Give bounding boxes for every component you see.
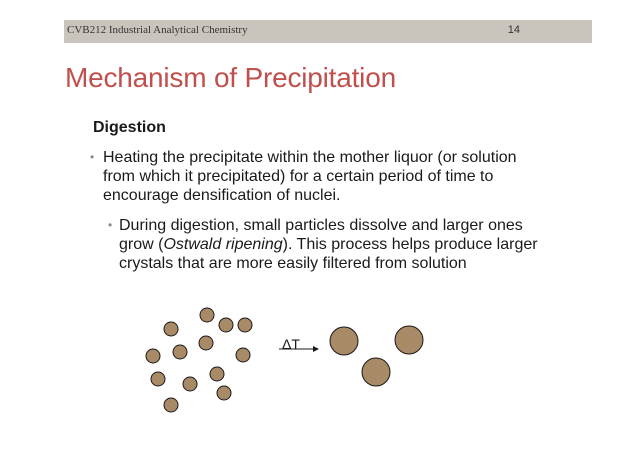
small-particle [146, 349, 160, 363]
small-particle [151, 372, 165, 386]
bullet-2-emphasis: Ostwald ripening [163, 236, 283, 253]
small-particle [200, 308, 214, 322]
slide-title: Mechanism of Precipitation [65, 62, 396, 93]
small-particle [210, 367, 224, 381]
small-particle [164, 398, 178, 412]
large-particles [330, 326, 423, 386]
small-particle [173, 345, 187, 359]
arrow-label: ΔT [282, 336, 300, 352]
bullet-dot-icon: • [108, 218, 113, 232]
subheading: Digestion [93, 119, 166, 136]
small-particle [238, 318, 252, 332]
small-particle [219, 318, 233, 332]
arrow-head-icon [313, 346, 319, 352]
large-particle [395, 326, 423, 354]
large-particle [362, 358, 390, 386]
small-particle [236, 348, 250, 362]
page-number: 14 [507, 24, 520, 36]
bullet-2-text-pre: During digestion, small particles dissolve and larger ones grow ( [119, 217, 523, 253]
small-particle [217, 386, 231, 400]
small-particles [146, 308, 252, 412]
course-title: CVB212 Industrial Analytical Chemistry [67, 24, 248, 36]
bullet-2-text-post: ). This process helps produce larger crystals that are more easily filtered from solution [119, 236, 538, 272]
bullet-1-text: Heating the precipitate within the mother liquor (or solution from which it precipitated) for a certain period of time to encourage densification of nuclei. [103, 149, 517, 204]
large-particle [330, 327, 358, 355]
small-particle [199, 336, 213, 350]
small-particle [183, 377, 197, 391]
small-particle [164, 322, 178, 336]
bullet-dot-icon: • [90, 150, 95, 164]
